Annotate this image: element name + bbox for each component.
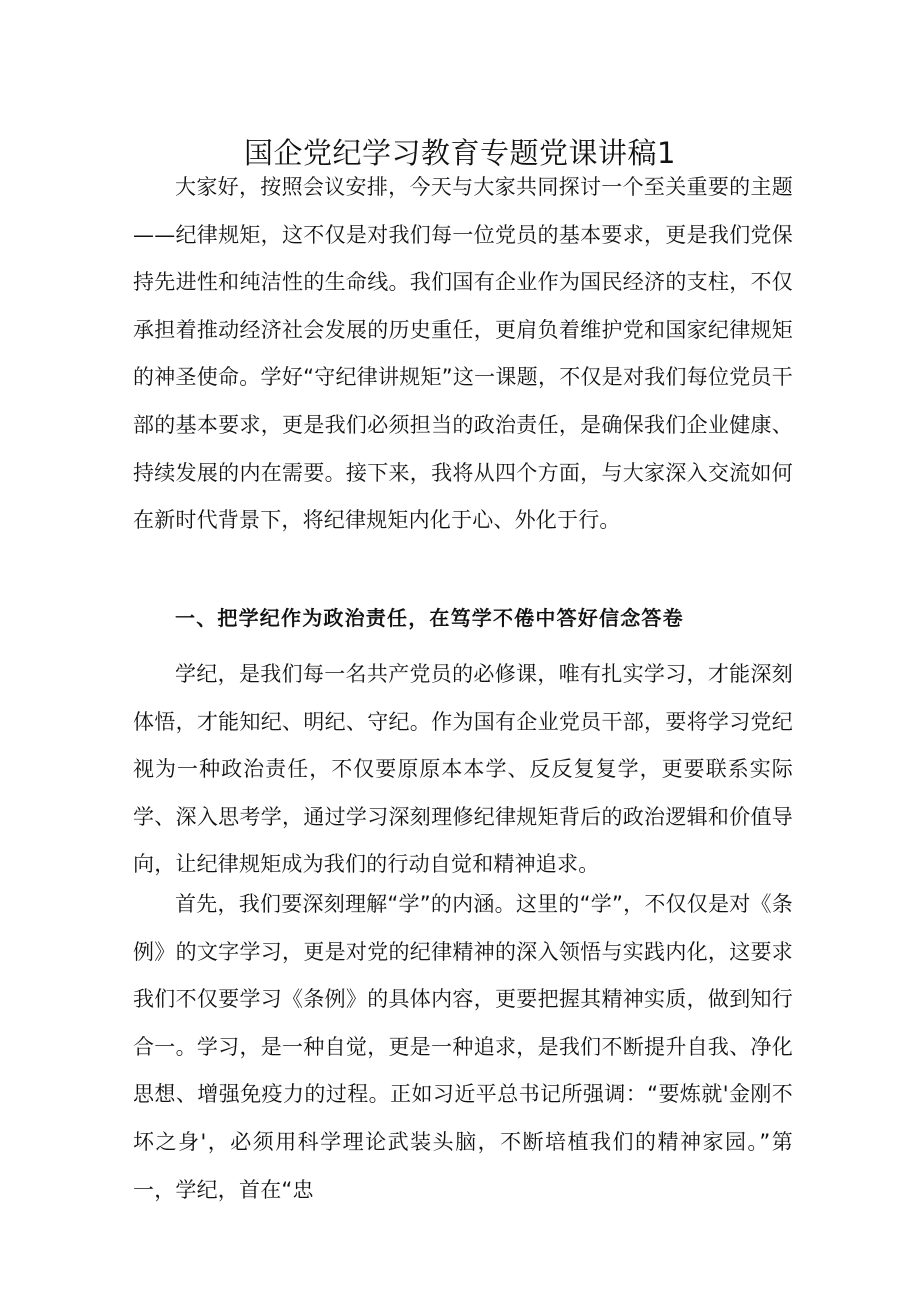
document-title: 国企党纪学习教育专题党课讲稿1	[244, 136, 676, 170]
section-paragraph-1: 学纪，是我们每一名共产党员的必修课，唯有扎实学习，才能深刻体悟，才能知纪、明纪、守纪。作为国有企业党员干部，要将学习党纪视为一种政治责任，不仅要原原本本学、反反复复学，更要联系实际学、深入思考学，通过学习深刻理修纪律规矩背后的政治逻辑和价值导向，让纪律规矩成为我们的行动自觉和精神追求。	[133, 662, 793, 877]
section-paragraph-2: 首先，我们要深刻理解“学”的内涵。这里的“学”，不仅仅是对《条例》的文字学习，更是对党的纪律精神的深入领悟与实践内化，这要求我们不仅要学习《条例》的具体内容，更要把握其精神实质，做到知行合一。学习，是一种自觉，更是一种追求，是我们不断提升自我、净化思想、增强免疫力的过程。正如习近平总书记所强调：“要炼就'金刚不坏之身'，必须用科学理论武装头脑，不断培植我们的精神家园。”第一，学纪，首在“忠	[133, 892, 793, 1202]
intro-paragraph: 大家好，按照会议安排，今天与大家共同探讨一个至关重要的主题——纪律规矩，这不仅是对我们每一位党员的基本要求，更是我们党保持先进性和纯洁性的生命线。我们国有企业作为国民经济的支柱，不仅承担着推动经济社会发展的历史重任，更肩负着维护党和国家纪律规矩的神圣使命。学好“守纪律讲规矩”这一课题，不仅是对我们每位党员干部的基本要求，更是我们必须担当的政治责任，是确保我们企业健康、持续发展的内在需要。接下来，我将从四个方面，与大家深入交流如何在新时代背景下，将纪律规矩内化于心、外化于行。	[133, 175, 793, 533]
section-heading: 一、把学纪作为政治责任，在笃学不倦中答好信念答卷	[175, 606, 684, 630]
